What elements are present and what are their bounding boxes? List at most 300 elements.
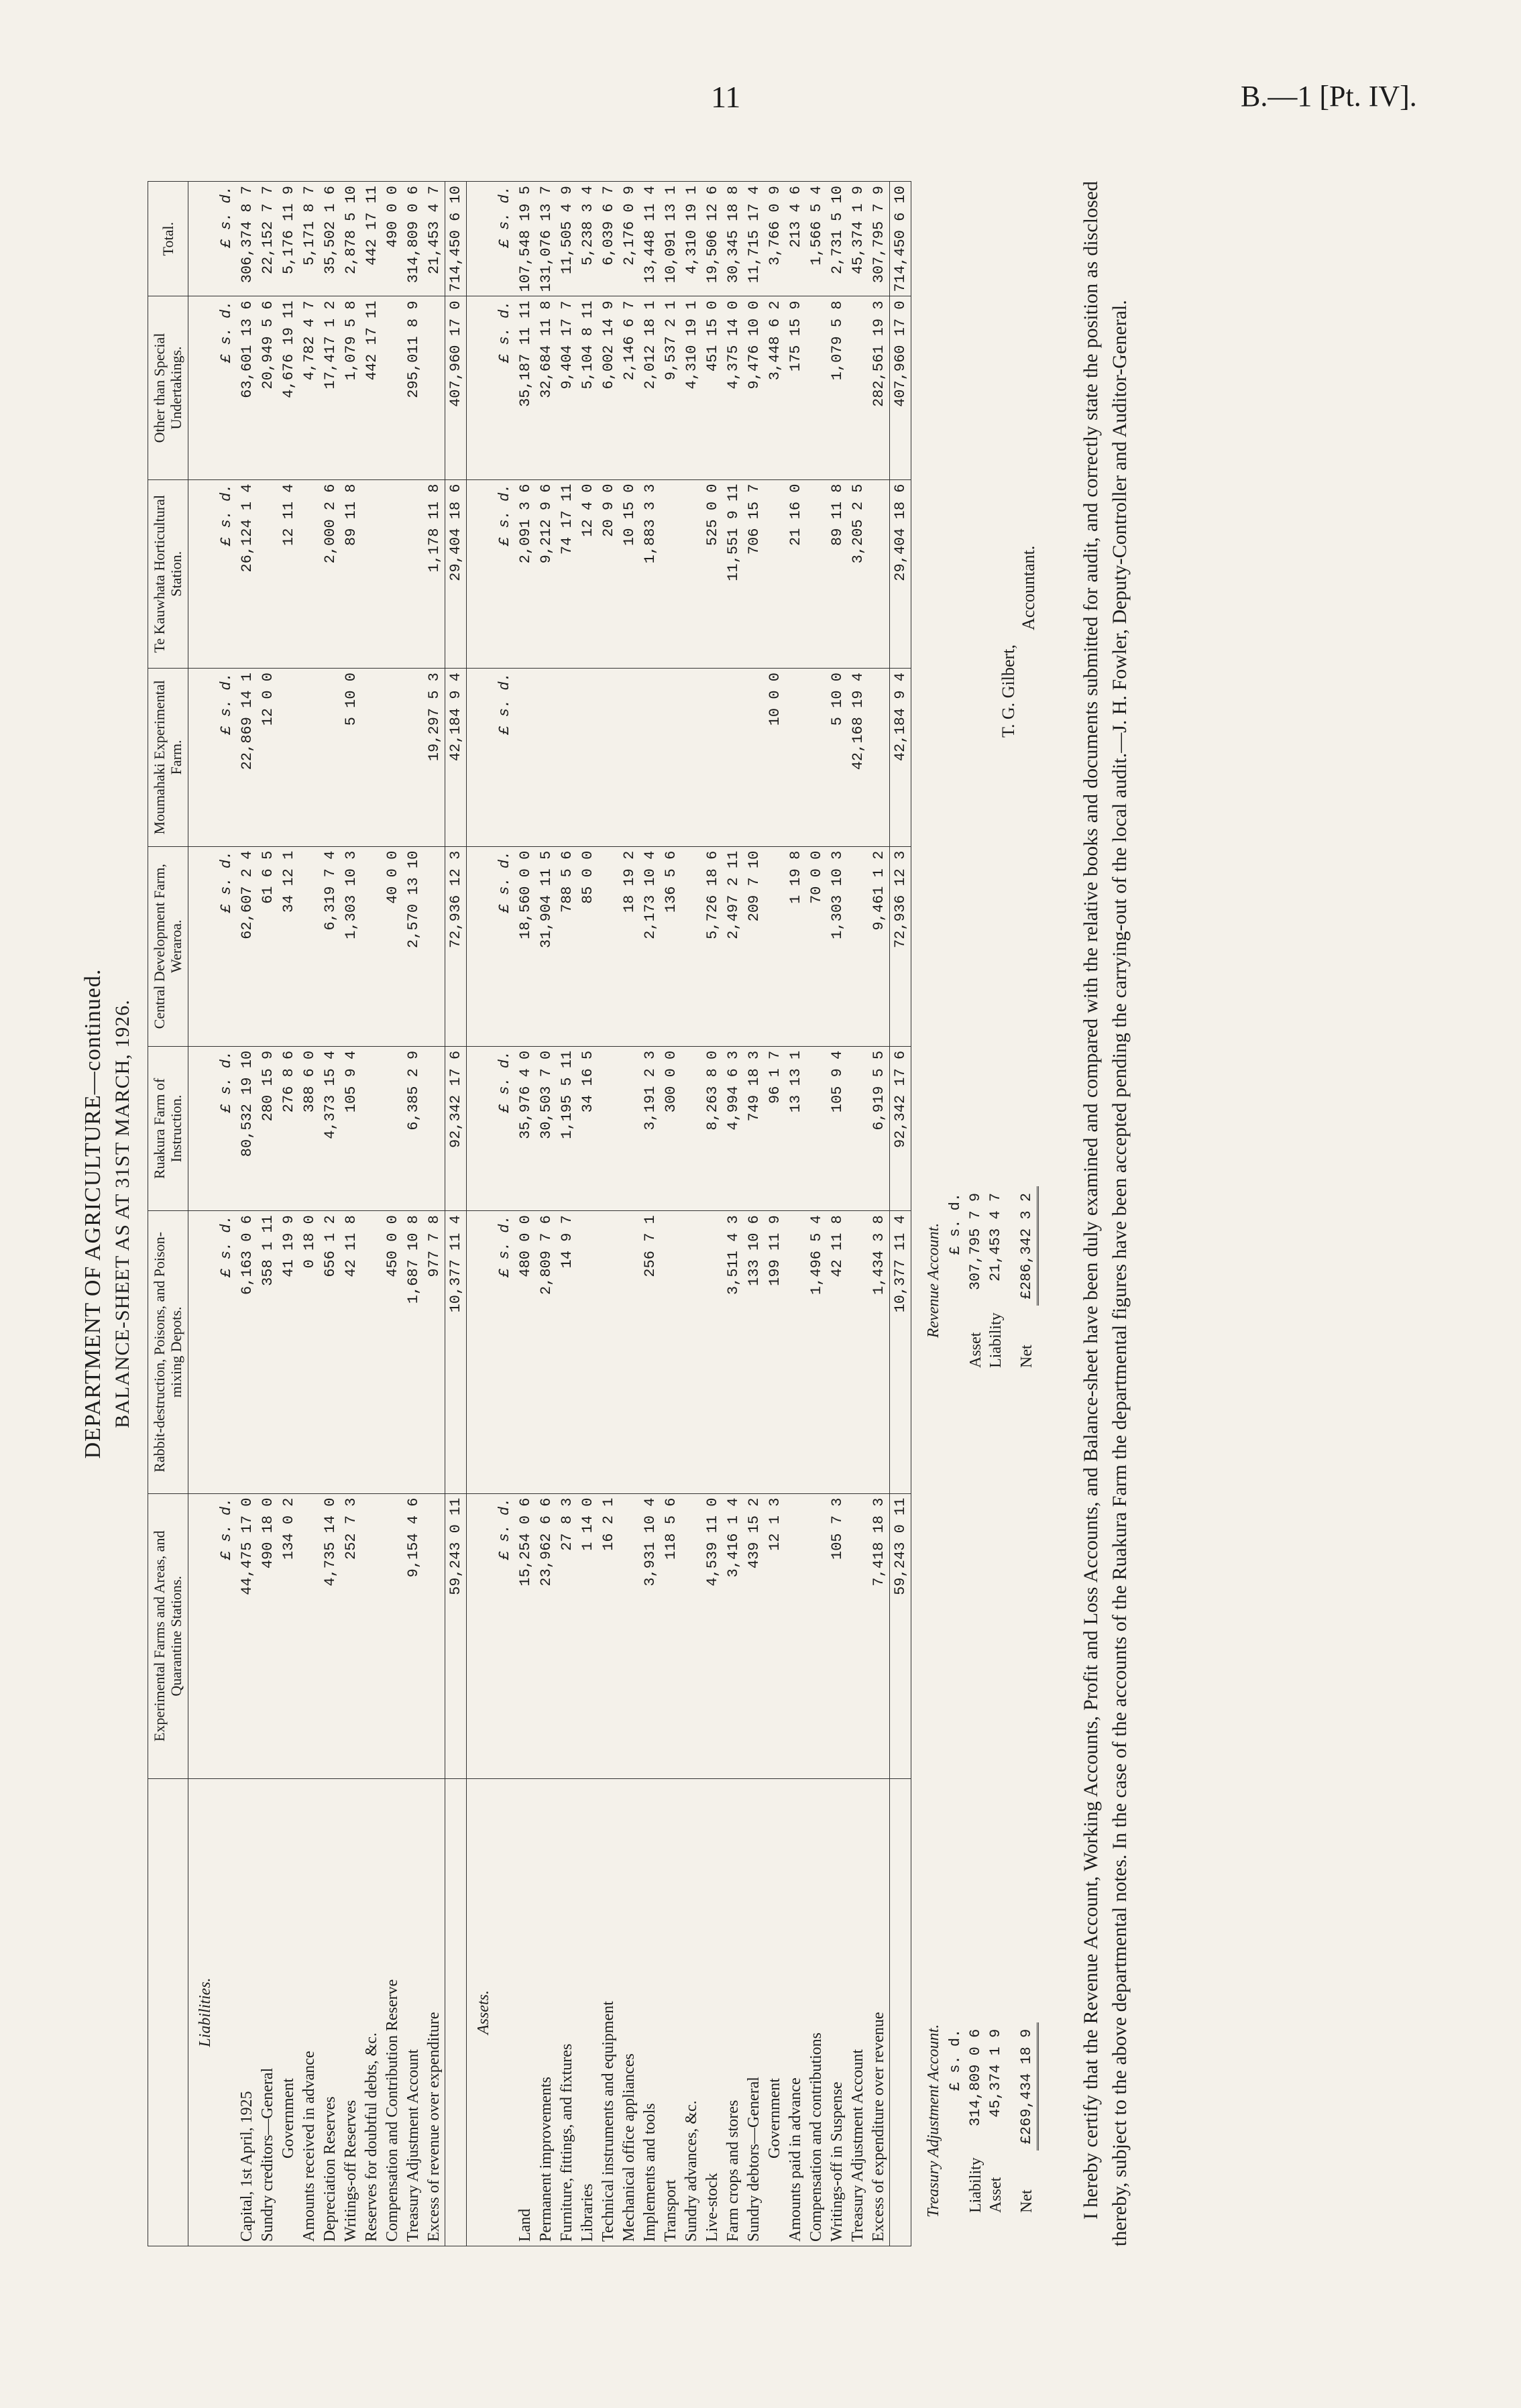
- value-cell: [785, 1211, 806, 1493]
- value-cell: 9,212 9 6: [536, 479, 557, 669]
- total-cell: 59,243 0 11: [445, 1493, 466, 1778]
- table-row: [598, 182, 619, 2246]
- blank-cell: [466, 479, 494, 669]
- value-cell: 2,878 5 10: [341, 182, 361, 296]
- row-label: Treasury Adjustment Account: [403, 1779, 424, 2246]
- treasury-adjustment-net-value: £269,434 18 9: [1006, 2022, 1038, 2151]
- value-cell: 136 5 6: [661, 846, 681, 1046]
- rotated-balance-sheet: [80, 181, 1475, 2246]
- value-cell: 42 11 8: [827, 1211, 848, 1493]
- value-cell: 4,539 11 0: [702, 1493, 723, 1778]
- value-cell: [702, 1211, 723, 1493]
- liabilities-heading-row: [188, 182, 216, 2246]
- value-cell: 442 17 11: [361, 182, 382, 296]
- value-cell: 9,154 4 6: [403, 1493, 424, 1778]
- value-cell: 70 0 0: [806, 846, 827, 1046]
- balance-sheet-table: [148, 181, 911, 2246]
- value-cell: [361, 1211, 382, 1493]
- value-cell: 5 10 0: [341, 669, 361, 847]
- unit-label: £ s. d.: [494, 846, 515, 1046]
- value-cell: [299, 669, 320, 847]
- unit-label: £ s. d.: [494, 1046, 515, 1210]
- value-cell: [361, 846, 382, 1046]
- value-cell: [806, 1493, 827, 1778]
- value-cell: 256 7 1: [640, 1211, 661, 1493]
- value-cell: 3,766 0 9: [765, 182, 785, 296]
- value-cell: 14 9 7: [557, 1211, 577, 1493]
- blank-cell: [188, 479, 216, 669]
- row-label: Libraries: [577, 1779, 598, 2246]
- total-cell: 72,936 12 3: [889, 846, 911, 1046]
- row-label: Depreciation Reserves: [320, 1779, 341, 2246]
- blank-cell: [188, 1493, 216, 1778]
- value-cell: [382, 479, 403, 669]
- row-label: Implements and tools: [640, 1779, 661, 2246]
- total-cell: 72,936 12 3: [445, 846, 466, 1046]
- value-cell: 6,163 0 6: [237, 1211, 258, 1493]
- value-cell: 27 8 3: [557, 1493, 577, 1778]
- liabilities-heading: Liabilities.: [188, 1779, 216, 2246]
- blank-cell: [216, 1779, 237, 2246]
- table-row: [237, 182, 258, 2246]
- value-cell: 13 13 1: [785, 1046, 806, 1210]
- value-cell: 2,497 2 11: [723, 846, 744, 1046]
- value-cell: 3,511 4 3: [723, 1211, 744, 1493]
- unit-label: £ s. d.: [494, 182, 515, 296]
- row-label: Technical instruments and equipment: [598, 1779, 619, 2246]
- value-cell: 1,687 10 8: [403, 1211, 424, 1493]
- value-cell: 34 16 5: [577, 1046, 598, 1210]
- value-cell: 35,976 4 0: [515, 1046, 536, 1210]
- value-cell: 118 5 6: [661, 1493, 681, 1778]
- row-label: Transport: [661, 1779, 681, 2246]
- value-cell: 4,310 19 1: [681, 182, 702, 296]
- value-cell: [681, 846, 702, 1046]
- page-subtitle: BALANCE-SHEET AS AT 31ST MARCH, 1926.: [111, 999, 133, 1428]
- table-row: [341, 182, 361, 2246]
- value-cell: [258, 479, 278, 669]
- table-row: [661, 182, 681, 2246]
- blank-cell: [946, 2151, 966, 2220]
- value-cell: 490 18 0: [258, 1493, 278, 1778]
- row-label: Compensation and contributions: [806, 1779, 827, 2246]
- value-cell: 1,178 11 8: [424, 479, 445, 669]
- value-cell: 61 6 5: [258, 846, 278, 1046]
- value-cell: 4,735 14 0: [320, 1493, 341, 1778]
- treasury-adjustment-unit-row: [946, 2022, 966, 2220]
- blank-cell: [188, 846, 216, 1046]
- column-header-6: Te Kauwhata Horticultural Station.: [148, 479, 188, 669]
- value-cell: 4,310 19 1: [681, 296, 702, 479]
- value-cell: 134 0 2: [278, 1493, 299, 1778]
- unit-label: £ s. d.: [494, 669, 515, 847]
- value-cell: 2,000 2 6: [320, 479, 341, 669]
- value-cell: [515, 669, 536, 847]
- value-cell: 9,476 10 0: [744, 296, 765, 479]
- table-row: [557, 182, 577, 2246]
- blank-cell: [466, 1211, 494, 1493]
- value-cell: 32,684 11 8: [536, 296, 557, 479]
- value-cell: [299, 479, 320, 669]
- assets-total-row: [889, 182, 911, 2246]
- row-label: Permanent improvements: [536, 1779, 557, 2246]
- value-cell: [403, 669, 424, 847]
- treasury-adjustment-net-label: Net: [1018, 2189, 1036, 2213]
- table-row: [278, 182, 299, 2246]
- value-cell: 21 16 0: [785, 479, 806, 669]
- value-cell: 2,012 18 1: [640, 296, 661, 479]
- unit-label: £ s. d.: [216, 846, 237, 1046]
- treasury-adjustment-net-row: [1006, 2022, 1038, 2220]
- value-cell: 18,560 0 0: [515, 846, 536, 1046]
- row-label: Amounts paid in advance: [785, 1779, 806, 2246]
- table-row: [640, 182, 661, 2246]
- value-cell: 85 0 0: [577, 846, 598, 1046]
- blank-cell: [466, 296, 494, 479]
- value-cell: 35,502 1 6: [320, 182, 341, 296]
- value-cell: [278, 669, 299, 847]
- value-cell: [382, 1493, 403, 1778]
- value-cell: 44,475 17 0: [237, 1493, 258, 1778]
- page-title: DEPARTMENT OF AGRICULTURE—continued.: [80, 968, 105, 1459]
- value-cell: 42 11 8: [341, 1211, 361, 1493]
- value-cell: [361, 669, 382, 847]
- blank-cell: [466, 1493, 494, 1778]
- value-cell: 276 8 6: [278, 1046, 299, 1210]
- value-cell: [848, 1211, 868, 1493]
- value-cell: 2,176 0 9: [619, 182, 640, 296]
- assets-heading: Assets.: [466, 1779, 494, 2246]
- value-cell: 9,461 1 2: [868, 846, 890, 1046]
- revenue-account-row: [986, 1186, 1006, 1375]
- total-cell: 29,404 18 6: [889, 479, 911, 669]
- blank-cell: [188, 1046, 216, 1210]
- value-cell: 2,731 5 10: [827, 182, 848, 296]
- value-cell: [382, 296, 403, 479]
- value-cell: 12 11 4: [278, 479, 299, 669]
- row-label: Mechanical office appliances: [619, 1779, 640, 2246]
- value-cell: 295,011 8 9: [403, 296, 424, 479]
- table-row: [515, 182, 536, 2246]
- value-cell: 12 1 3: [765, 1493, 785, 1778]
- value-cell: 20,949 5 6: [258, 296, 278, 479]
- value-cell: 3,205 2 5: [848, 479, 868, 669]
- value-cell: 8,263 8 0: [702, 1046, 723, 1210]
- table-row: [536, 182, 557, 2246]
- value-cell: 16 2 1: [598, 1493, 619, 1778]
- row-label: Government: [765, 1779, 785, 2246]
- unit-label: £ s. d.: [494, 1493, 515, 1778]
- value-cell: 19,297 5 3: [424, 669, 445, 847]
- value-cell: 62,607 2 4: [237, 846, 258, 1046]
- value-cell: 0 18 0: [299, 1211, 320, 1493]
- column-header-row: [148, 182, 188, 2246]
- treasury-adjustment-summary: [925, 2022, 1039, 2220]
- table-row: [382, 182, 403, 2246]
- revenue-account-net-label: Net: [1018, 1344, 1036, 1368]
- table-row: [785, 182, 806, 2246]
- value-cell: 282,561 19 3: [868, 296, 890, 479]
- unit-label: £ s. d.: [216, 479, 237, 669]
- value-cell: [361, 1046, 382, 1210]
- value-cell: 11,551 9 11: [723, 479, 744, 669]
- signature-title: Accountant.: [1018, 545, 1038, 630]
- value-cell: 3,931 10 4: [640, 1493, 661, 1778]
- total-cell: 29,404 18 6: [445, 479, 466, 669]
- value-cell: 17,417 1 2: [320, 296, 341, 479]
- unit-label: £ s. d.: [216, 1493, 237, 1778]
- value-cell: [661, 669, 681, 847]
- value-cell: 10 15 0: [619, 479, 640, 669]
- liabilities-total-row: [445, 182, 466, 2246]
- value-cell: 490 0 0: [382, 182, 403, 296]
- value-cell: 11,715 17 4: [744, 182, 765, 296]
- value-cell: 1,195 5 11: [557, 1046, 577, 1210]
- value-cell: 131,076 13 7: [536, 182, 557, 296]
- value-cell: [681, 1493, 702, 1778]
- value-cell: [661, 1211, 681, 1493]
- row-label: Sundry debtors—General: [744, 1779, 765, 2246]
- table-row: [681, 182, 702, 2246]
- value-cell: 5,176 11 9: [278, 182, 299, 296]
- value-cell: [785, 1493, 806, 1778]
- row-label: Writings-off Reserves: [341, 1779, 361, 2246]
- row-label: Writings-off in Suspense: [827, 1779, 848, 2246]
- value-cell: 314,809 0 6: [403, 182, 424, 296]
- table-row: [424, 182, 445, 2246]
- value-cell: [619, 669, 640, 847]
- table-row: [868, 182, 890, 2246]
- table-row: [361, 182, 382, 2246]
- value-cell: [806, 296, 827, 479]
- revenue-account-value: 21,453 4 7: [987, 1192, 1004, 1281]
- value-cell: 4,782 4 7: [299, 296, 320, 479]
- value-cell: 1,496 5 4: [806, 1211, 827, 1493]
- row-label: Farm crops and stores: [723, 1779, 744, 2246]
- value-cell: [744, 669, 765, 847]
- value-cell: 6,919 5 5: [868, 1046, 890, 1210]
- value-cell: [598, 1211, 619, 1493]
- value-cell: 213 4 6: [785, 182, 806, 296]
- table-row: [320, 182, 341, 2246]
- value-cell: 388 6 0: [299, 1046, 320, 1210]
- column-header-8: Total.: [148, 182, 188, 296]
- value-cell: 2,173 10 4: [640, 846, 661, 1046]
- value-cell: [785, 669, 806, 847]
- value-cell: 105 7 3: [827, 1493, 848, 1778]
- blank-cell: [188, 296, 216, 479]
- revenue-account-net-row: [1006, 1186, 1038, 1375]
- revenue-account-summary: [925, 1186, 1039, 1375]
- total-cell: 59,243 0 11: [889, 1493, 911, 1778]
- value-cell: [619, 1211, 640, 1493]
- value-cell: [848, 846, 868, 1046]
- value-cell: [320, 669, 341, 847]
- value-cell: 2,570 13 10: [403, 846, 424, 1046]
- value-cell: [806, 479, 827, 669]
- value-cell: 1,303 10 3: [341, 846, 361, 1046]
- value-cell: 4,373 15 4: [320, 1046, 341, 1210]
- blank-cell: [188, 669, 216, 847]
- total-cell: 42,184 9 4: [889, 669, 911, 847]
- revenue-account-row: [966, 1186, 986, 1375]
- row-label: Live-stock: [702, 1779, 723, 2246]
- value-cell: 3,448 6 2: [765, 296, 785, 479]
- value-cell: 23,962 6 6: [536, 1493, 557, 1778]
- value-cell: 35,187 11 11: [515, 296, 536, 479]
- value-cell: 63,601 13 6: [237, 296, 258, 479]
- treasury-adjustment-value: 45,374 1 9: [987, 2028, 1004, 2118]
- value-cell: 6,002 14 9: [598, 296, 619, 479]
- value-cell: 439 15 2: [744, 1493, 765, 1778]
- table-row: [258, 182, 278, 2246]
- value-cell: [806, 669, 827, 847]
- value-cell: 175 15 9: [785, 296, 806, 479]
- table-row: [403, 182, 424, 2246]
- value-cell: [848, 1493, 868, 1778]
- value-cell: [598, 669, 619, 847]
- unit-label: £ s. d.: [216, 1046, 237, 1210]
- unit-label: £ s. d.: [494, 479, 515, 669]
- value-cell: [424, 1046, 445, 1210]
- value-cell: 1 14 0: [577, 1493, 598, 1778]
- value-cell: 525 0 0: [702, 479, 723, 669]
- value-cell: [361, 1493, 382, 1778]
- total-cell: 10,377 11 4: [889, 1211, 911, 1493]
- value-cell: 26,124 1 4: [237, 479, 258, 669]
- revenue-account-unit-row: [946, 1186, 966, 1375]
- value-cell: 6,385 2 9: [403, 1046, 424, 1210]
- row-label: Capital, 1st April, 1925: [237, 1779, 258, 2246]
- row-label: Treasury Adjustment Account: [848, 1779, 868, 2246]
- value-cell: 89 11 8: [827, 479, 848, 669]
- treasury-adjustment-heading: Treasury Adjustment Account.: [924, 2024, 942, 2218]
- total-cell: 407,960 17 0: [889, 296, 911, 479]
- value-cell: 21,453 4 7: [424, 182, 445, 296]
- summary-section: [925, 181, 1072, 2246]
- assets-heading-row: [466, 182, 494, 2246]
- value-cell: 1,079 5 8: [341, 296, 361, 479]
- value-cell: 3,191 2 3: [640, 1046, 661, 1210]
- column-header-1: Experimental Farms and Areas, and Quarantine Stations.: [148, 1493, 188, 1778]
- unit-row: [494, 182, 515, 2246]
- document-reference: B.—1 [Pt. IV].: [1241, 80, 1417, 113]
- value-cell: [848, 1046, 868, 1210]
- value-cell: 451 15 0: [702, 296, 723, 479]
- value-cell: [382, 669, 403, 847]
- row-label: Reserves for doubtful debts, &c.: [361, 1779, 382, 2246]
- value-cell: 977 7 8: [424, 1211, 445, 1493]
- blank-cell: [466, 846, 494, 1046]
- value-cell: 300 0 0: [661, 1046, 681, 1210]
- value-cell: [299, 1493, 320, 1778]
- blank-cell: [188, 182, 216, 296]
- table-row: [577, 182, 598, 2246]
- value-cell: 10,091 13 1: [661, 182, 681, 296]
- value-cell: 9,404 17 7: [557, 296, 577, 479]
- row-label: Sundry advances, &c.: [681, 1779, 702, 2246]
- revenue-account-label: Asset: [966, 1332, 984, 1368]
- value-cell: 30,503 7 0: [536, 1046, 557, 1210]
- value-cell: 480 0 0: [515, 1211, 536, 1493]
- signature-name: T. G. Gilbert,: [998, 644, 1018, 738]
- row-label: Furniture, fittings, and fixtures: [557, 1779, 577, 2246]
- value-cell: 358 1 11: [258, 1211, 278, 1493]
- value-cell: [361, 479, 382, 669]
- value-cell: 41 19 9: [278, 1211, 299, 1493]
- value-cell: 1,566 5 4: [806, 182, 827, 296]
- value-cell: [681, 1046, 702, 1210]
- value-cell: 199 11 9: [765, 1211, 785, 1493]
- value-cell: 5,171 8 7: [299, 182, 320, 296]
- value-cell: 1 19 8: [785, 846, 806, 1046]
- blank-cell: [188, 1211, 216, 1493]
- value-cell: 30,345 18 8: [723, 182, 744, 296]
- value-cell: [577, 1211, 598, 1493]
- row-label: Government: [278, 1779, 299, 2246]
- blank-cell: [466, 182, 494, 296]
- row-label: Sundry creditors—General: [258, 1779, 278, 2246]
- column-header-3: Ruakura Farm of Instruction.: [148, 1046, 188, 1210]
- value-cell: 656 1 2: [320, 1211, 341, 1493]
- table-row: [765, 182, 785, 2246]
- revenue-account-unit: £ s. d.: [946, 1192, 964, 1255]
- column-header-5: Moumahaki Experimental Farm.: [148, 669, 188, 847]
- value-cell: [640, 669, 661, 847]
- total-cell: 714,450 6 10: [889, 182, 911, 296]
- value-cell: 96 1 7: [765, 1046, 785, 1210]
- value-cell: 788 5 6: [557, 846, 577, 1046]
- value-cell: [403, 479, 424, 669]
- value-cell: 442 17 11: [361, 296, 382, 479]
- value-cell: 307,795 7 9: [868, 182, 890, 296]
- value-cell: 40 0 0: [382, 846, 403, 1046]
- value-cell: 12 0 0: [258, 669, 278, 847]
- column-header-7: Other than Special Undertakings.: [148, 296, 188, 479]
- table-row: [702, 182, 723, 2246]
- value-cell: 1,303 10 3: [827, 846, 848, 1046]
- audit-certificate: I hereby certify that the Revenue Account, Working Accounts, Profit and Loss Accounts, and Balance-sheet have been duly examined and compared with the relative books and documents submitted for audit, and correctly state the position as disclosed thereby, subject to the above departmental notes. In the case of the accounts of the Ruakura Farm the departmental figures have been accepted pending the carrying-out of the local audit.—J. H. Fowler, Deputy-Controller and Auditor-General.: [1079, 181, 1131, 2246]
- blank-cell: [889, 1779, 911, 2246]
- label-column-header: [148, 1779, 188, 2246]
- value-cell: 2,809 7 6: [536, 1211, 557, 1493]
- value-cell: [702, 669, 723, 847]
- blank-cell: [494, 1779, 515, 2246]
- value-cell: 45,374 1 9: [848, 182, 868, 296]
- treasury-adjustment-value: 314,809 0 6: [966, 2028, 984, 2126]
- unit-row: [216, 182, 237, 2246]
- value-cell: [806, 1046, 827, 1210]
- value-cell: 5,238 3 4: [577, 182, 598, 296]
- value-cell: [424, 1493, 445, 1778]
- value-cell: 74 17 11: [557, 479, 577, 669]
- value-cell: [424, 846, 445, 1046]
- table-row: [744, 182, 765, 2246]
- blank-cell: [466, 669, 494, 847]
- total-cell: 407,960 17 0: [445, 296, 466, 479]
- total-cell: 42,184 9 4: [445, 669, 466, 847]
- value-cell: 18 19 2: [619, 846, 640, 1046]
- value-cell: 42,168 19 4: [848, 669, 868, 847]
- value-cell: 11,505 4 9: [557, 182, 577, 296]
- value-cell: [681, 479, 702, 669]
- value-cell: 12 4 0: [577, 479, 598, 669]
- row-label: Amounts received in advance: [299, 1779, 320, 2246]
- value-cell: [619, 1046, 640, 1210]
- blank-cell: [445, 1779, 466, 2246]
- unit-label: £ s. d.: [216, 182, 237, 296]
- revenue-account-label: Liability: [987, 1312, 1005, 1368]
